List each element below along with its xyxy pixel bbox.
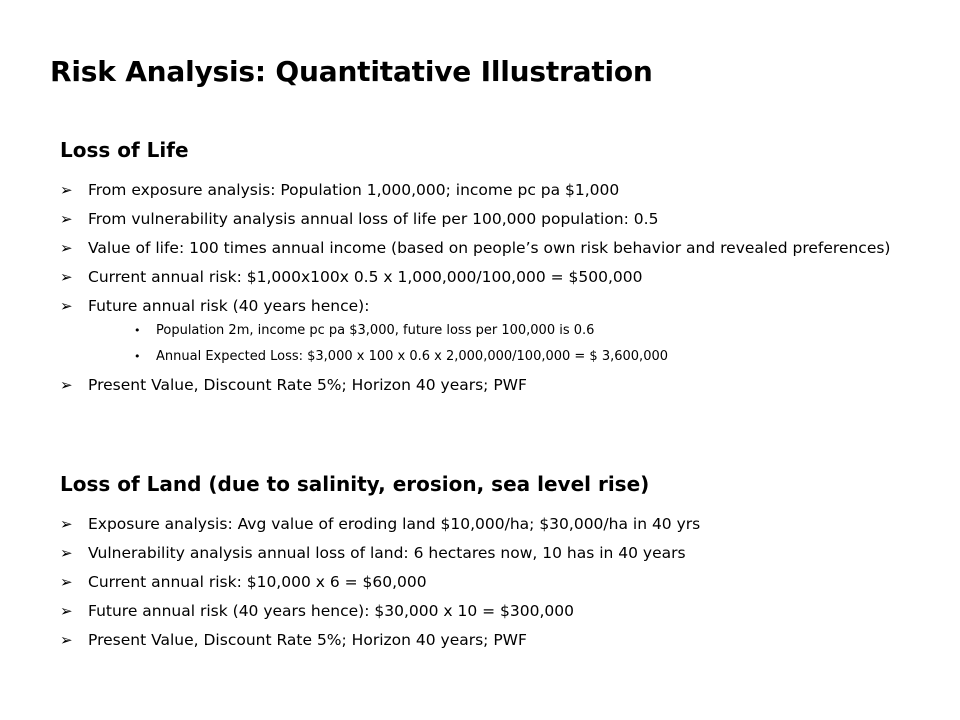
arrowhead-bullet-icon: ➢ <box>60 297 73 315</box>
arrowhead-bullet-icon: ➢ <box>60 544 73 562</box>
slide-title: Risk Analysis: Quantitative Illustration <box>50 55 653 88</box>
list-item <box>60 178 910 202</box>
list-item <box>60 294 910 367</box>
arrowhead-bullet-icon: ➢ <box>60 376 73 394</box>
sub-list-item <box>88 321 910 341</box>
bullet-text: Value of life: 100 times annual income (based on people’s own risk behavior and revealed preferences) <box>88 239 891 257</box>
arrowhead-bullet-icon: ➢ <box>60 602 73 620</box>
bullet-text: From vulnerability analysis annual loss of life per 100,000 population: 0.5 <box>88 210 659 228</box>
bullet-text: Current annual risk: $1,000x100x 0.5 x 1,000,000/100,000 = $500,000 <box>88 268 643 286</box>
bullet-text: Exposure analysis: Avg value of eroding land $10,000/ha; $30,000/ha in 40 yrs <box>88 515 701 533</box>
sub-bullet-text: Population 2m, income pc pa $3,000, future loss per 100,000 is 0.6 <box>156 323 595 338</box>
arrowhead-bullet-icon: ➢ <box>60 181 73 199</box>
arrowhead-bullet-icon: ➢ <box>60 210 73 228</box>
list-item <box>60 236 910 260</box>
bullet-text: Future annual risk (40 years hence): $30,000 x 10 = $300,000 <box>88 602 575 620</box>
bullet-text: Current annual risk: $10,000 x 6 = $60,000 <box>88 573 427 591</box>
bullet-list-loss-of-life <box>60 178 910 402</box>
bullet-list-loss-of-land <box>60 512 910 657</box>
sub-list-item <box>88 347 910 367</box>
list-item <box>60 373 910 397</box>
arrowhead-bullet-icon: ➢ <box>60 239 73 257</box>
arrowhead-bullet-icon: ➢ <box>60 515 73 533</box>
list-item <box>60 599 910 623</box>
list-item <box>60 570 910 594</box>
sub-bullet-text: Annual Expected Loss: $3,000 x 100 x 0.6 x 2,000,000/100,000 = $ 3,600,000 <box>156 349 669 364</box>
bullet-text: Present Value, Discount Rate 5%; Horizon 40 years; PWF <box>88 376 527 394</box>
arrowhead-bullet-icon: ➢ <box>60 268 73 286</box>
bullet-text: Vulnerability analysis annual loss of land: 6 hectares now, 10 has in 40 years <box>88 544 686 562</box>
list-item <box>60 265 910 289</box>
list-item <box>60 628 910 652</box>
arrowhead-bullet-icon: ➢ <box>60 573 73 591</box>
bullet-text: Present Value, Discount Rate 5%; Horizon 40 years; PWF <box>88 631 527 649</box>
list-item <box>60 512 910 536</box>
bullet-text: Future annual risk (40 years hence): <box>88 297 370 315</box>
sub-bullet-list <box>88 321 910 367</box>
bullet-text: From exposure analysis: Population 1,000,000; income pc pa $1,000 <box>88 181 620 199</box>
section-heading-loss-of-life: Loss of Life <box>60 138 189 162</box>
section-heading-loss-of-land: Loss of Land (due to salinity, erosion, sea level rise) <box>60 472 650 496</box>
arrowhead-bullet-icon: ➢ <box>60 631 73 649</box>
dot-bullet-icon: • <box>134 324 141 337</box>
list-item <box>60 541 910 565</box>
list-item <box>60 207 910 231</box>
dot-bullet-icon: • <box>134 350 141 363</box>
